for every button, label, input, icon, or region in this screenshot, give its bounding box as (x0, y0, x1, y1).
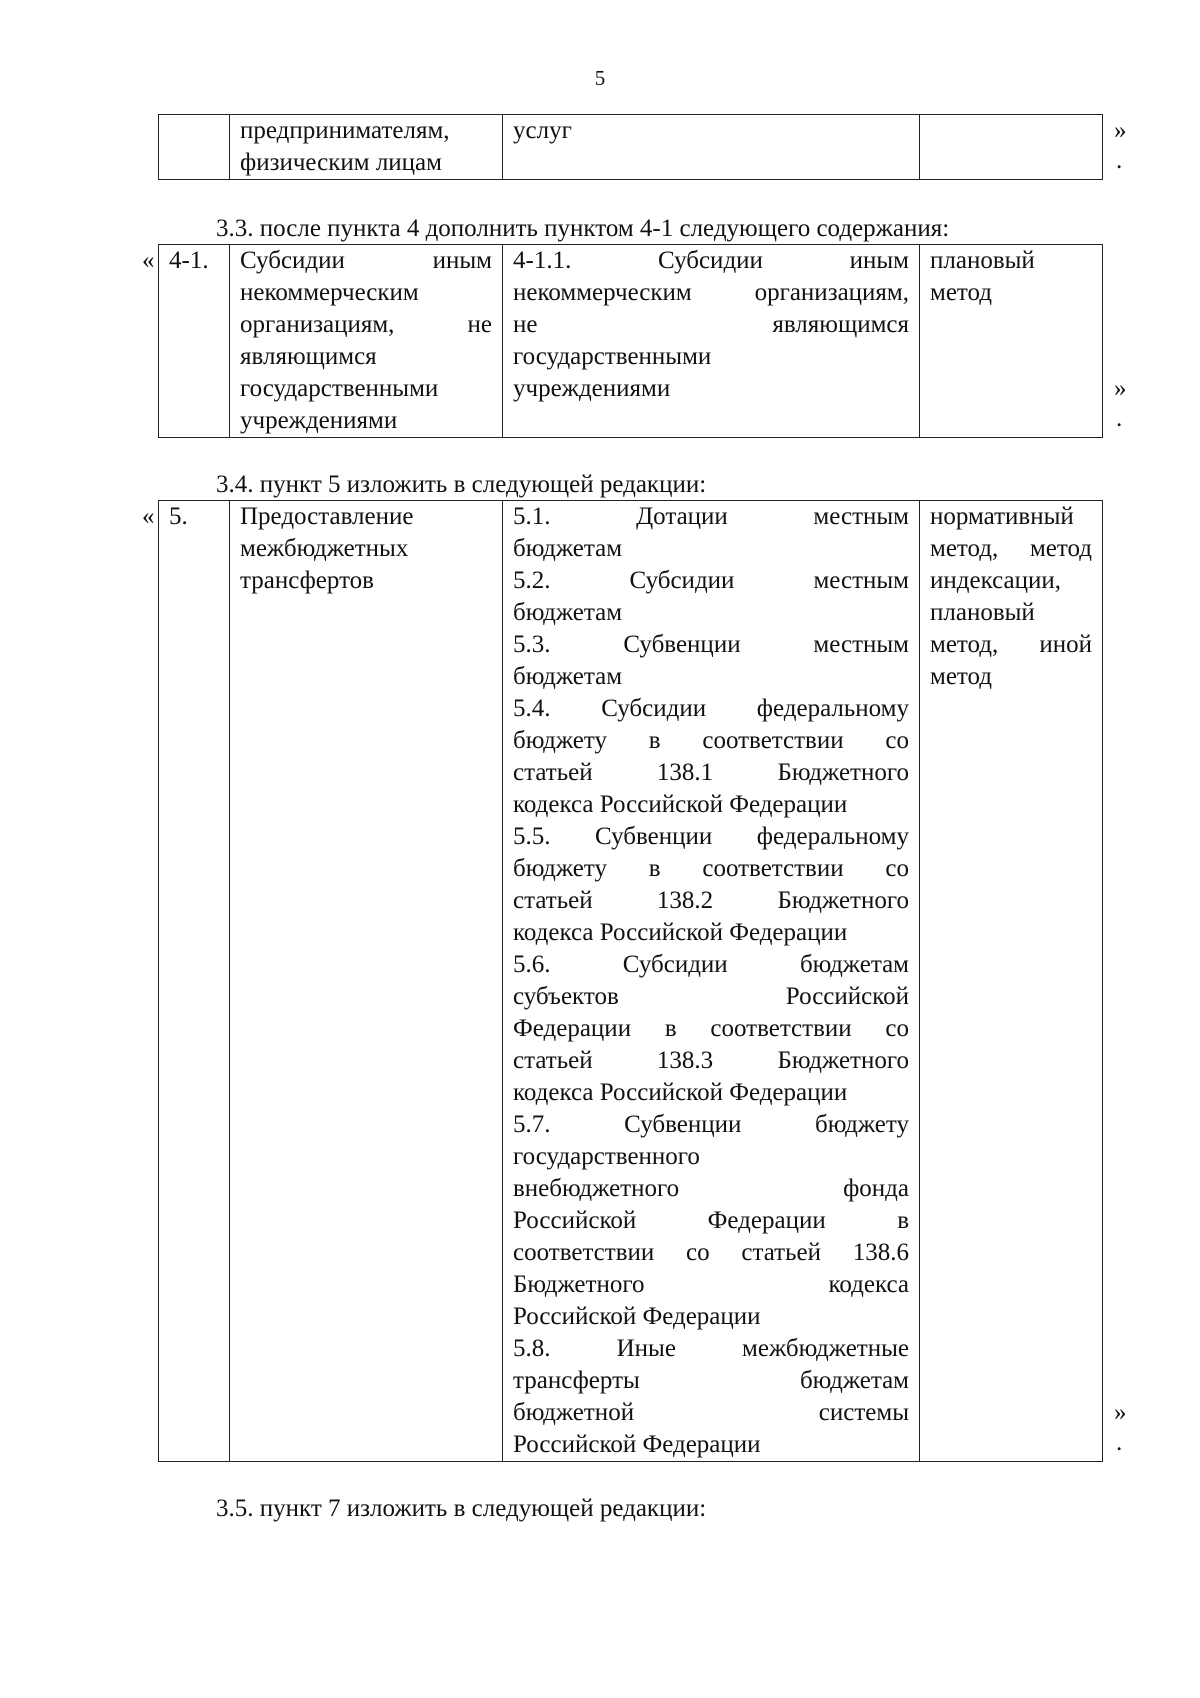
cell-line: статьей 138.1 Бюджетного (513, 759, 909, 786)
cell-line: бюджету в соответствии со (513, 727, 909, 754)
cell-line: Российской Федерации (513, 1303, 761, 1330)
table-row (159, 115, 1103, 180)
cell-line: кодекса Российской Федерации (513, 919, 848, 946)
cell-line: субъектов Российской (513, 983, 909, 1010)
closing-quote: » (1114, 117, 1127, 144)
closing-period: . (1116, 147, 1123, 174)
cell-line: метод (930, 279, 993, 306)
cell-line: 5.5. Субвенции федеральному (513, 823, 909, 850)
cell-description: услуг (503, 115, 920, 180)
cell-line: плановый (930, 247, 1035, 274)
cell-line: 5.1. Дотации местным (513, 503, 909, 530)
cell-line: метод, метод (930, 535, 1092, 562)
cell-line: являющимся (240, 343, 377, 370)
cell-line: внебюджетного фонда (513, 1175, 909, 1202)
cell-line: Российской Федерации (513, 1431, 761, 1458)
cell-line: государственными (240, 375, 439, 402)
cell-line: 5.6. Субсидии бюджетам (513, 951, 909, 978)
cell-line: статьей 138.2 Бюджетного (513, 887, 909, 914)
page-number: 5 (594, 66, 606, 90)
cell-line: бюджетам (513, 599, 623, 626)
cell-line: организациям, не (240, 311, 492, 338)
cell-line: 5.7. Субвенции бюджету (513, 1111, 909, 1138)
cell-line: учреждениями (240, 407, 398, 434)
paragraph-3-5: 3.5. пункт 7 изложить в следующей редакции: (216, 1495, 707, 1522)
cell-method (920, 501, 1103, 1462)
cell-line: Бюджетного кодекса (513, 1271, 909, 1298)
cell-line: трансфертов (240, 567, 374, 594)
table-continuation (158, 114, 1103, 180)
paragraph-3-3: 3.3. после пункта 4 дополнить пунктом 4-1 следующего содержания: (216, 215, 950, 242)
cell-line: государственного (513, 1143, 700, 1170)
cell-line: соответствии со статьей 138.6 (513, 1239, 909, 1266)
cell-line: некоммерческим (240, 279, 419, 306)
cell-number: 5. (159, 501, 230, 1462)
cell-line: нормативный (930, 503, 1074, 530)
closing-period: . (1116, 405, 1123, 432)
cell-number (159, 115, 230, 180)
cell-description (503, 501, 920, 1462)
cell-line: 5.8. Иные межбюджетные (513, 1335, 909, 1362)
paragraph-3-4: 3.4. пункт 5 изложить в следующей редакции: (216, 471, 707, 498)
cell-line: Субсидии иным (240, 247, 492, 274)
cell-number: 4-1. (159, 245, 230, 438)
cell-line: Предоставление (240, 503, 414, 530)
cell-line: бюджетной системы (513, 1399, 909, 1426)
cell-line: учреждениями (513, 375, 671, 402)
table-row (159, 245, 1103, 438)
cell-line: 5.4. Субсидии федеральному (513, 695, 909, 722)
cell-line: трансферты бюджетам (513, 1367, 909, 1394)
cell-method (920, 245, 1103, 438)
opening-quote: « (142, 247, 155, 274)
cell-name (230, 501, 503, 1462)
cell-line: метод (930, 663, 993, 690)
table-row (159, 501, 1103, 1462)
cell-line: Федерации в соответствии со (513, 1015, 909, 1042)
cell-line: индексации, (930, 567, 1061, 594)
cell-line: государственными (513, 343, 712, 370)
cell-line: бюджетам (513, 663, 623, 690)
closing-quote: » (1114, 375, 1127, 402)
table-item-5 (158, 500, 1103, 1462)
cell-line: не являющимся (513, 311, 909, 338)
cell-line: кодекса Российской Федерации (513, 791, 848, 818)
cell-method (920, 115, 1103, 180)
cell-line: 5.3. Субвенции местным (513, 631, 909, 658)
table-item-4-1 (158, 244, 1103, 438)
cell-line: статьей 138.3 Бюджетного (513, 1047, 909, 1074)
cell-line: Российской Федерации в (513, 1207, 909, 1234)
closing-quote: » (1114, 1399, 1127, 1426)
cell-line: метод, иной (930, 631, 1092, 658)
cell-name (230, 115, 503, 180)
cell-line: межбюджетных (240, 535, 409, 562)
cell-line: бюджетам (513, 535, 623, 562)
cell-line: кодекса Российской Федерации (513, 1079, 848, 1106)
cell-line: плановый (930, 599, 1035, 626)
opening-quote: « (142, 503, 155, 530)
cell-name (230, 245, 503, 438)
cell-text: предпринимателям, физическим лицам (240, 117, 450, 176)
cell-description (503, 245, 920, 438)
cell-line: бюджету в соответствии со (513, 855, 909, 882)
cell-line: 5.2. Субсидии местным (513, 567, 909, 594)
closing-period: . (1116, 1429, 1123, 1456)
cell-line: 4-1.1. Субсидии иным (513, 247, 909, 274)
cell-line: некоммерческим организациям, (513, 279, 909, 306)
